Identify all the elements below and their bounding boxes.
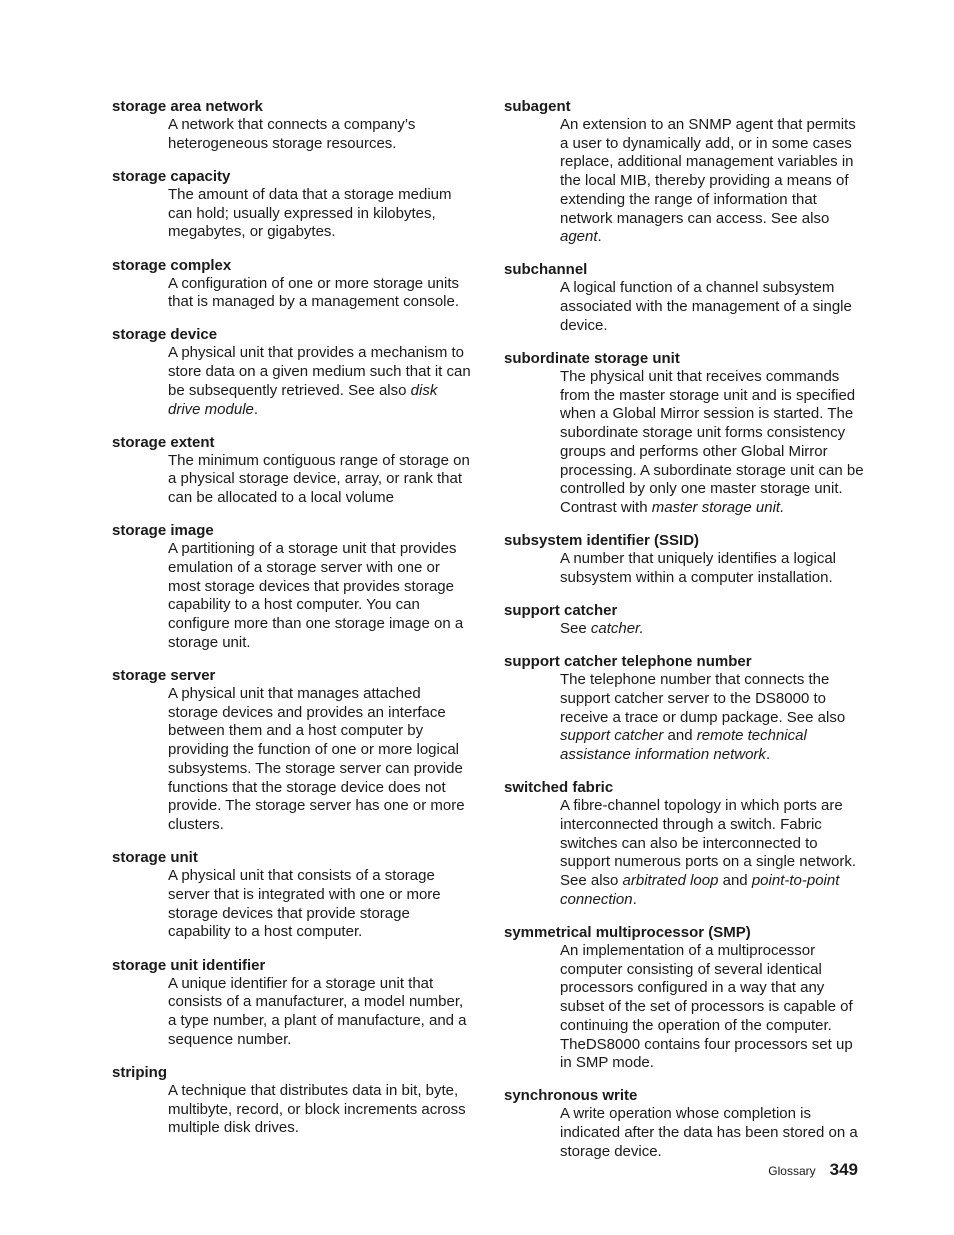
glossary-entry [112, 167, 472, 242]
glossary-entry [504, 349, 866, 518]
glossary-entry [504, 652, 866, 765]
glossary-term: storage capacity [112, 167, 231, 185]
glossary-definition [560, 797, 866, 909]
glossary-term: support catcher telephone number [504, 653, 752, 671]
glossary-term: storage device [112, 326, 218, 344]
glossary-right-column [504, 97, 866, 1175]
definition-text: A fibre-channel topology in which ports are interconnected through a switch. Fabric switches can also be interconnected to support numerous ports on a single network. See also [560, 797, 856, 890]
glossary-entry [504, 778, 866, 909]
glossary-term: subordinate storage unit [504, 350, 680, 368]
definition-text: A physical unit that manages attached storage devices and provides an interface between them and a host computer by providing the function of one or more logical subsystems. The storage server can provide functions that the storage device does not provide. The storage server has one or more clusters. [168, 685, 465, 833]
definition-text: A logical function of a channel subsystem associated with the management of a single device. [560, 279, 852, 334]
glossary-entry [112, 433, 472, 508]
definition-text: A number that uniquely identifies a logical subsystem within a computer installation. [560, 550, 837, 586]
glossary-entry [504, 601, 866, 639]
glossary-entry [504, 923, 866, 1073]
glossary-term: subchannel [504, 261, 588, 279]
glossary-term: storage unit [112, 849, 198, 867]
glossary-entry [112, 666, 472, 835]
glossary-entry [112, 956, 472, 1050]
glossary-entry [504, 531, 866, 587]
definition-text: See [560, 620, 591, 638]
glossary-definition [168, 452, 472, 508]
definition-text: The physical unit that receives commands from the master storage unit and is specified when a Global Mirror session is started. The subordinate storage unit forms consistency groups and performs other Global Mirror processing. A subordinate storage unit can be controlled by only one master storage unit. Contrast with [560, 368, 864, 516]
definition-text: and [663, 727, 697, 745]
glossary-term: striping [112, 1063, 167, 1081]
definition-text: . [597, 228, 602, 246]
definition-text: A physical unit that provides a mechanism to store data on a given medium such that it can be subsequently retrieved. See also [168, 344, 471, 399]
glossary-term: storage complex [112, 256, 232, 274]
definition-text: . [253, 400, 259, 418]
definition-text: An extension to an SNMP agent that permits a user to dynamically add, or in some cases replace, additional management variables in the local MIB, thereby providing a means of extending the range of information that network managers can access. See also [560, 116, 856, 227]
cross-reference-term: point-to-point connection [560, 872, 840, 908]
definition-text: The minimum contiguous range of storage on a physical storage device, array, or rank that can be allocated to a local volume [168, 451, 470, 507]
glossary-left-column [112, 97, 472, 1151]
glossary-definition [560, 1105, 866, 1161]
glossary-definition [168, 540, 472, 652]
glossary-term: subagent [504, 98, 571, 115]
glossary-definition [560, 279, 866, 335]
glossary-definition [168, 116, 472, 153]
glossary-term: storage area network [112, 98, 263, 115]
glossary-term: storage unit identifier [112, 956, 266, 974]
cross-reference-term: arbitrated loop [622, 872, 719, 890]
glossary-definition [560, 368, 866, 518]
glossary-entry [112, 325, 472, 419]
cross-reference-term: disk drive module [168, 381, 438, 418]
cross-reference-term: catcher. [590, 620, 644, 638]
glossary-entry [112, 1063, 472, 1138]
glossary-definition [168, 867, 472, 942]
definition-text: A technique that distributes data in bit, byte, multibyte, record, or block increments across multiple disk drives. [168, 1081, 466, 1137]
glossary-entry [112, 97, 472, 153]
glossary-definition [168, 975, 472, 1050]
cross-reference-term: master storage unit. [651, 498, 785, 516]
definition-text: A write operation whose completion is indicated after the data has been stored on a storage device. [560, 1105, 858, 1160]
definition-text: . [632, 890, 637, 908]
glossary-entry [504, 97, 866, 247]
glossary-definition [560, 942, 866, 1073]
footer-section-label: Glossary [768, 1164, 816, 1178]
page-footer [768, 1160, 858, 1180]
glossary-definition [560, 671, 866, 765]
glossary-definition [168, 275, 472, 312]
definition-text: . [765, 746, 771, 764]
cross-reference-term: support catcher [560, 727, 664, 745]
glossary-definition [168, 186, 472, 242]
definition-text: A physical unit that consists of a storage server that is integrated with one or more storage devices that provide storage capability to a host computer. [168, 867, 441, 941]
glossary-term: storage extent [112, 433, 215, 451]
definition-text: The amount of data that a storage medium can hold; usually expressed in kilobytes, megabytes, or gigabytes. [168, 185, 452, 241]
definition-text: A unique identifier for a storage unit that consists of a manufacturer, a model number, a type number, a plant of manufacture, and a sequence number. [168, 974, 467, 1048]
glossary-term: switched fabric [504, 779, 614, 797]
glossary-definition [560, 116, 866, 247]
definition-text: A configuration of one or more storage units that is managed by a management console. [168, 274, 460, 311]
definition-text: A partitioning of a storage unit that provides emulation of a storage server with one or most storage devices that provides storage capability to a host computer. You can configure more than one storage image on a storage unit. [168, 540, 464, 651]
glossary-entry [112, 256, 472, 312]
glossary-term: synchronous write [504, 1087, 638, 1105]
cross-reference-term: agent [560, 228, 598, 246]
definition-text: and [718, 872, 752, 890]
glossary-definition [168, 1082, 472, 1138]
glossary-entry [504, 1086, 866, 1161]
glossary-definition [560, 550, 866, 587]
glossary-term: storage image [112, 522, 214, 540]
cross-reference-term: remote technical assistance information network [560, 727, 807, 764]
glossary-definition [168, 685, 472, 835]
definition-text: A network that connects a company’s heterogeneous storage resources. [168, 116, 416, 152]
definition-text: An implementation of a multiprocessor computer consisting of several identical processors configured in a way that any subset of the set of processors is capable of continuing the operation of the computer. TheDS8000 contains four processors set up in SMP mode. [560, 942, 853, 1072]
definition-text: The telephone number that connects the support catcher server to the DS8000 to receive a trace or dump package. See also [560, 671, 846, 726]
glossary-term: symmetrical multiprocessor (SMP) [504, 924, 751, 941]
glossary-term: storage server [112, 667, 216, 685]
glossary-definition [560, 620, 866, 639]
glossary-term: subsystem identifier (SSID) [504, 532, 700, 550]
glossary-definition [168, 344, 472, 419]
page-number: 349 [829, 1160, 858, 1179]
glossary-term: support catcher [504, 602, 618, 620]
glossary-entry [504, 260, 866, 335]
glossary-entry [112, 521, 472, 652]
glossary-entry [112, 848, 472, 942]
